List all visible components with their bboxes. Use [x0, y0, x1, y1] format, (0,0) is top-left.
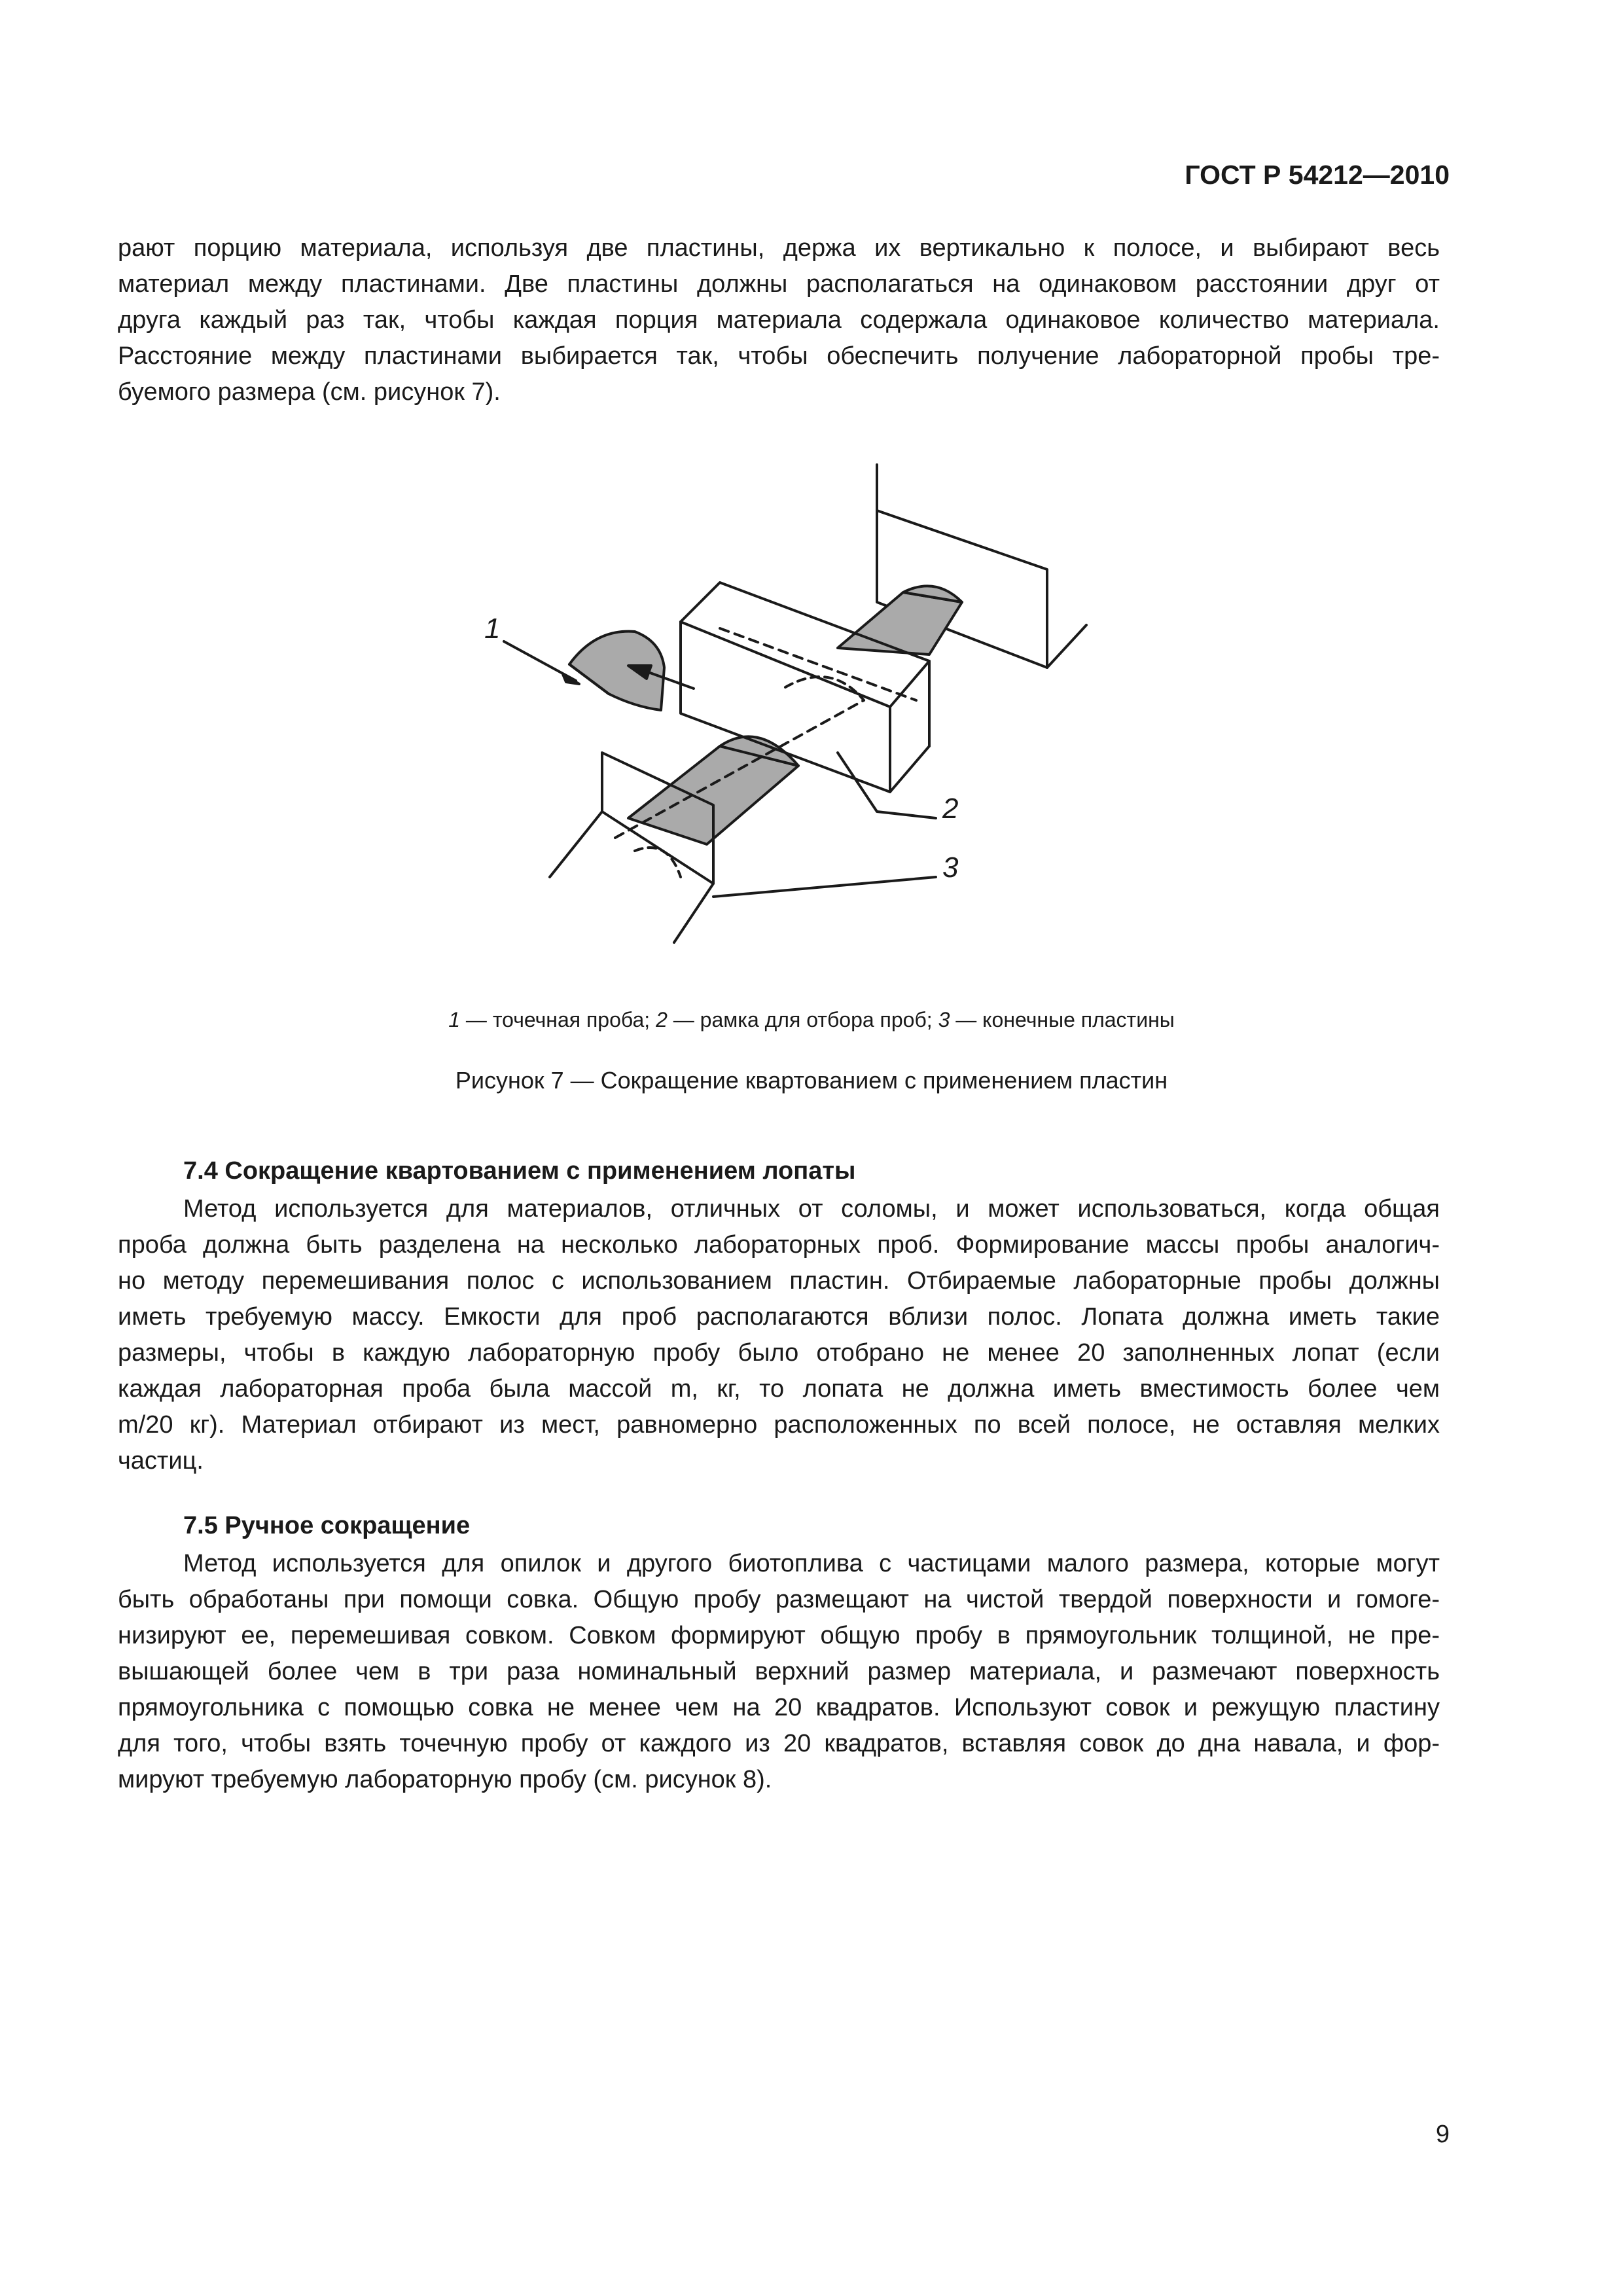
legend-num-2: 2 — [656, 1008, 668, 1031]
leader-arrow-1 — [563, 674, 579, 684]
text-line: друга каждый раз так, чтобы каждая порция материала содержала одинаковое количество материала. — [118, 306, 1440, 334]
text-line: но методу перемешивания полос с использованием пластин. Отбираемые лабораторные пробы должны — [118, 1267, 1440, 1295]
legend-text-2: — рамка для отбора проб; — [667, 1008, 938, 1031]
leader-line-2 — [838, 753, 936, 818]
text-line: вышающей более чем в три раза номинальный верхний размер материала, и размечают поверхность — [118, 1658, 1440, 1685]
figure-label-3: 3 — [942, 852, 959, 884]
text-line: низируют ее, перемешивая совком. Совком формируют общую пробу в прямоугольник толщиной, не пре- — [118, 1622, 1440, 1649]
figure-7-diagram — [458, 445, 1178, 988]
text-line: быть обработаны при помощи совка. Общую пробу размещают на чистой твердой поверхности и гомоге- — [118, 1586, 1440, 1613]
legend-text-1: — точечная проба; — [460, 1008, 656, 1031]
text-line: буемого размера (см. рисунок 7). — [118, 378, 501, 406]
sampling-frame-edge — [890, 746, 929, 792]
sample-band-upper — [838, 592, 962, 655]
text-line: каждая лабораторная проба была массой m, кг, то лопата не должна иметь вместимость более чем — [118, 1375, 1440, 1403]
figure-label-1: 1 — [484, 613, 501, 645]
text-line: размеры, чтобы в каждую лабораторную пробу было отобрано не менее 20 заполненных лопат (если — [118, 1339, 1440, 1367]
figure-legend — [0, 1008, 1623, 1032]
text-line: m/20 кг). Материал отбирают из мест, равномерно расположенных по всей полосе, не оставляя мелких — [118, 1411, 1440, 1439]
figure-label-2: 2 — [942, 793, 959, 825]
text-line: мируют требуемую лабораторную пробу (см. рисунок 8). — [118, 1766, 772, 1793]
leader-line-3 — [713, 877, 936, 897]
section-7-5-paragraph — [118, 1546, 1440, 1798]
intro-paragraph — [118, 230, 1440, 410]
text-line: для того, чтобы взять точечную пробу от каждого из 20 квадратов, вставляя совок до дна навала, и фор- — [118, 1730, 1440, 1757]
text-line: иметь требуемую массу. Емкости для проб располагаются вблизи полос. Лопата должна иметь такие — [118, 1303, 1440, 1331]
legend-num-3: 3 — [938, 1008, 950, 1031]
text-line: проба должна быть разделена на несколько лабораторных проб. Формирование массы пробы аналогич- — [118, 1231, 1440, 1259]
text-line: частиц. — [118, 1447, 204, 1475]
section-heading-7-5: 7.5 Ручное сокращение — [183, 1512, 471, 1539]
document-header: ГОСТ Р 54212—2010 — [1185, 160, 1450, 190]
hidden-increment-left-dashed — [635, 848, 681, 877]
legend-num-1: 1 — [448, 1008, 461, 1031]
text-line: Метод используется для опилок и другого биотоплива с частицами малого размера, которые могут — [183, 1550, 1440, 1577]
text-line: прямоугольника с помощью совка не менее чем на 20 квадратов. Используют совок и режущую пластину — [118, 1694, 1440, 1721]
section-heading-7-4: 7.4 Сокращение квартованием с применением лопаты — [183, 1157, 856, 1185]
figure-caption: Рисунок 7 — Сокращение квартованием с применением пластин — [455, 1067, 1168, 1094]
text-line: Метод используется для материалов, отличных от соломы, и может использоваться, когда общая — [183, 1195, 1440, 1223]
text-line: Расстояние между пластинами выбирается так, чтобы обеспечить получение лабораторной пробы тре- — [118, 342, 1440, 370]
text-line: рают порцию материала, используя две пластины, держа их вертикально к полосе, и выбирают весь — [118, 234, 1440, 262]
text-line: материал между пластинами. Две пластины должны располагаться на одинаковом расстоянии друг от — [118, 270, 1440, 298]
legend-text-3: — конечные пластины — [950, 1008, 1175, 1031]
page-number: 9 — [1435, 2121, 1450, 2148]
section-7-4-paragraph — [118, 1191, 1440, 1479]
